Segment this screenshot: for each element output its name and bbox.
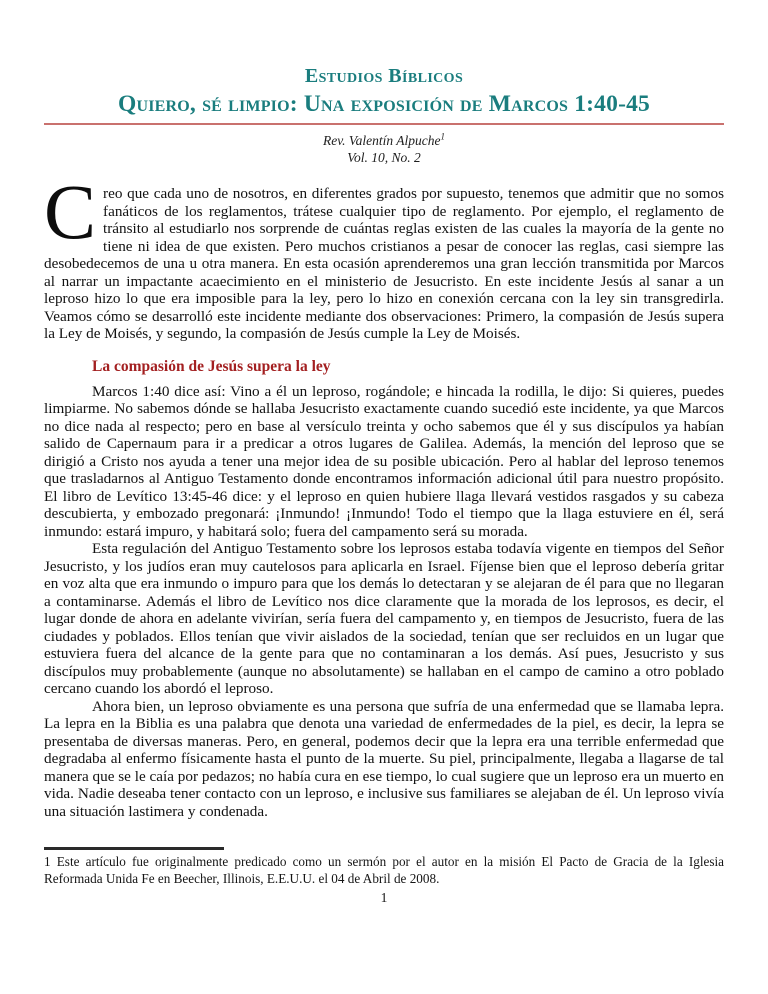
footnote-number: 1 bbox=[44, 854, 51, 869]
author-line bbox=[44, 132, 724, 149]
footnote-separator bbox=[44, 847, 224, 850]
section-heading: La compasión de Jesús supera la ley bbox=[92, 357, 331, 375]
volume-info: Vol. 10, No. 2 bbox=[347, 150, 421, 165]
title-rule bbox=[44, 123, 724, 125]
series-title: Estudios Bíblicos bbox=[304, 65, 464, 87]
page-footer bbox=[44, 847, 724, 906]
paragraph-3: Ahora bien, un leproso obviamente es una persona que sufría de una enfermedad que se llamaba lepra. La lepra en la Biblia es una palabra que denota una variedad de enfermedades de la piel, es decir, la lepra se presentaba de diversas maneras. Pero, en general, podemos decir que la lepra era una terrible enfermedad que degradaba al enfermo físicamente hasta el punto de la muerte. Su piel, principalmente, llegaba a llagarse de tal manera que se le caía por pedazos; no había cura en ese tiempo, lo cual sugiere que un leproso era un muerto en vida. Nadie deseaba tener contacto con un leproso, e inclusive sus familiares se alejaban de él. Un leproso vivía una situación lastimera y condenada. bbox=[44, 697, 724, 820]
article-body bbox=[44, 168, 724, 820]
paragraph-1: Marcos 1:40 dice así: Vino a él un leproso, rogándole; e hincada la rodilla, le dijo: Si quieres, puedes limpiarme. No sabemos dónde se hallaba Jesucristo exactamente cuando sucedió este incidente, ya que Marcos no dice nada al respecto; pero en base al versículo treinta y ocho sabemos que él y sus discípulos ya habían salido de Capernaum para ir a predicar a otros lugares de Galilea. Además, la mención del leproso que se dirigió a Cristo nos ayuda a tener una mejor idea de su posible ubicación. Pero al hablar del leproso tenemos que trasladarnos al Antiguo Testamento donde encontramos información adicional útil para nuestro propósito. El libro de Levítico 13:45-46 dice: y el leproso en quien hubiere llaga llevará vestidos rasgados y su cabeza descubierta, y embozado pregonará: ¡Inmundo! ¡Inmundo! Todo el tiempo que la llaga estuviere en él, será inmundo: estará impuro, y habitará solo; fuera del campamento será su morada. bbox=[44, 382, 724, 540]
author-name: Rev. Valentín Alpuche bbox=[322, 133, 441, 148]
page-number: 1 bbox=[380, 890, 388, 905]
paragraph-2: Esta regulación del Antiguo Testamento sobre los leprosos estaba todavía vigente en tiempos del Señor Jesucristo, y los judíos eran muy cautelosos para aplicarla en Israel. Fíjense bien que el leproso debería gritar en voz alta que era inmundo o impuro para que los demás lo detectaran y se alejaran de él para que no llegaran a contaminarse. Además el libro de Levítico nos dice claramente que la morada de los leprosos, es decir, el lugar donde de ahora en adelante vivirían, sería fuera del campamento y, en tiempos de Jesucristo, fuera de las ciudades y poblados. Ellos tenían que vivir aislados de la sociedad, tenían que ser recluidos en un lugar que estuviera fuera del alcance de la gente para que no contaminaran a los demás. Así pues, Jesucristo y sus discípulos muy probablemente (aunque no absolutamente) se hallaban en el campo de camino a otro poblado cercano cuando los abordó el leproso. bbox=[44, 540, 724, 697]
document-header bbox=[44, 64, 724, 166]
footnote-reference: 1 bbox=[440, 131, 446, 142]
drop-cap: C bbox=[44, 168, 97, 255]
intro-text: reo que cada uno de nosotros, en diferentes grados por supuesto, tenemos que admitir que no somos fanáticos de los reglamentos, trátese cualquier tipo de reglamento. Por ejemplo, el reglamento de tránsito al estudiarlo nos sorprende de cuántas reglas existen de las cuales la mayoría de la gente no tiene ni idea de que existen. Pero muchos cristianos a pesar de conocer las reglas, casi siempre las desobedecemos de una u otra manera. En esta ocasión aprenderemos una gran lección transmitida por Marcos al narrar un impactante acaecimiento en el ministerio de Jesucristo. En este incidente Jesús al sanar a un leproso hizo lo que era imposible para la ley, pero lo hizo en conexión cercana con la ley sin transgredirla. Veamos cómo se desarrolló este incidente mediante dos observaciones: Primero, la compasión de Jesús supera la Ley de Moisés, y segundo, la compasión de Jesús cumple la Ley de Moisés. bbox=[44, 185, 724, 342]
footnote-text: Este artículo fue originalmente predicado como un sermón por el autor en la misión El Pacto de Gracia de la Iglesia Reformada Unida Fe en Beecher, Illinois, E.E.U.U. el 04 de Abril de 2008. bbox=[44, 854, 724, 886]
intro-paragraph bbox=[44, 168, 724, 343]
footnote bbox=[44, 854, 724, 887]
page-title: Quiero, sé limpio: Una exposición de Marcos 1:40-45 bbox=[117, 91, 651, 117]
